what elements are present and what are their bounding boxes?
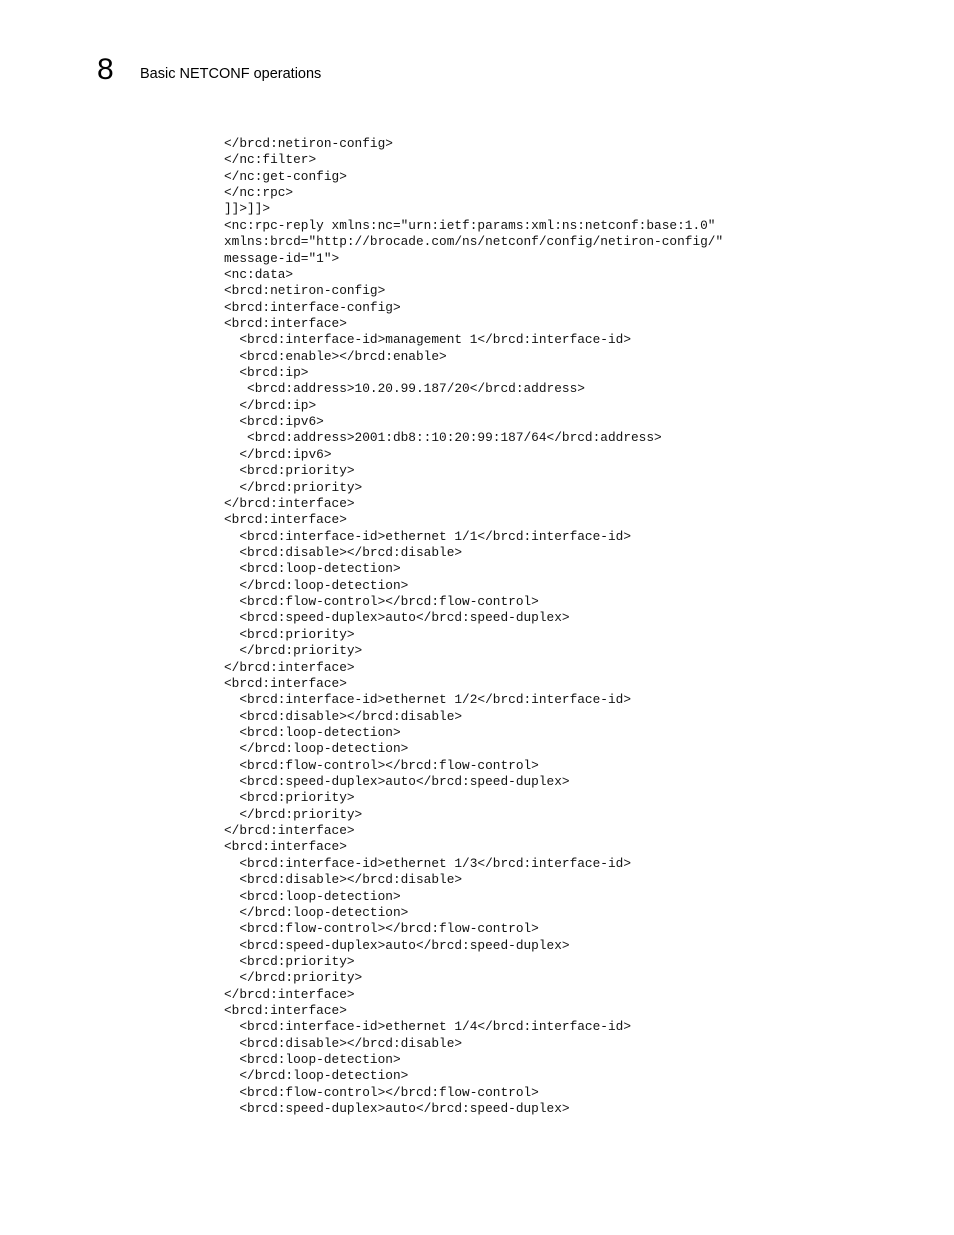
code-line: <brcd:interface-id>ethernet 1/2</brcd:interface-id> [224,692,632,708]
code-line: <brcd:interface> [224,315,347,331]
code-line: <brcd:ipv6> [224,414,324,430]
code-line: <brcd:disable></brcd:disable> [224,544,463,560]
code-line: </brcd:ipv6> [224,446,332,462]
code-line: </brcd:ip> [224,397,317,413]
code-line: message-id="1"> [224,250,340,266]
code-line: <brcd:loop-detection> [224,1052,401,1068]
code-line: <brcd:interface> [224,839,347,855]
code-line: <brcd:speed-duplex>auto</brcd:speed-duplex> [224,774,570,790]
code-line: </brcd:loop-detection> [224,1068,409,1084]
code-line: <brcd:flow-control></brcd:flow-control> [224,921,539,937]
code-line: <brcd:flow-control></brcd:flow-control> [224,757,539,773]
code-line: </brcd:netiron-config> [224,136,393,151]
code-line: <brcd:enable></brcd:enable> [224,348,447,364]
code-line: <brcd:disable></brcd:disable> [224,1035,463,1051]
chapter-title: Basic NETCONF operations [140,66,322,82]
code-line: </brcd:interface> [224,986,355,1002]
code-line: <brcd:disable></brcd:disable> [224,872,463,888]
code-line: xmlns:brcd="http://brocade.com/ns/netconf/config/netiron-config/" [224,234,724,250]
code-line: <brcd:flow-control></brcd:flow-control> [224,1084,539,1100]
code-line: <brcd:interface-id>ethernet 1/4</brcd:interface-id> [224,1019,632,1035]
code-line: <brcd:speed-duplex>auto</brcd:speed-duplex> [224,610,570,626]
code-line: <brcd:speed-duplex>auto</brcd:speed-duplex> [224,1101,570,1117]
chapter-number: 8 [97,53,114,86]
code-line: <brcd:loop-detection> [224,724,401,740]
code-line: </brcd:loop-detection> [224,577,409,593]
code-line: <brcd:interface-config> [224,299,401,315]
code-listing [224,136,723,1118]
code-line: <brcd:flow-control></brcd:flow-control> [224,594,539,610]
code-line: </nc:get-config> [224,168,347,184]
code-line: ]]>]]> [224,201,271,217]
code-line: </brcd:interface> [224,823,355,839]
code-line: <brcd:priority> [224,463,355,479]
code-line: <brcd:interface> [224,1003,347,1019]
code-line: <brcd:loop-detection> [224,888,401,904]
code-line: <brcd:netiron-config> [224,283,386,299]
code-line: </brcd:priority> [224,806,363,822]
code-line: </brcd:loop-detection> [224,904,409,920]
code-line: </brcd:interface> [224,659,355,675]
code-line: <nc:data> [224,266,294,282]
code-line: <brcd:interface> [224,675,347,691]
code-line: <brcd:priority> [224,790,355,806]
code-line: </nc:filter> [224,152,317,168]
code-line: <brcd:interface-id>management 1</brcd:interface-id> [224,332,632,348]
code-line: <brcd:ip> [224,365,309,381]
code-line: <brcd:address>2001:db8::10:20:99:187/64</brcd:address> [224,430,662,446]
code-line: <brcd:address>10.20.99.187/20</brcd:address> [224,381,585,397]
code-line: <brcd:speed-duplex>auto</brcd:speed-duplex> [224,937,570,953]
code-line: <brcd:priority> [224,953,355,969]
code-line: </brcd:priority> [224,479,363,495]
code-line: </brcd:priority> [224,643,363,659]
code-line: </brcd:loop-detection> [224,741,409,757]
code-line: <brcd:interface-id>ethernet 1/3</brcd:interface-id> [224,855,632,871]
code-line: <brcd:interface-id>ethernet 1/1</brcd:interface-id> [224,528,632,544]
code-line: </nc:rpc> [224,185,294,201]
code-line: </brcd:priority> [224,970,363,986]
code-line: <brcd:interface> [224,512,347,528]
code-line: <nc:rpc-reply xmlns:nc="urn:ietf:params:xml:ns:netconf:base:1.0" [224,217,716,233]
code-line: <brcd:disable></brcd:disable> [224,708,463,724]
code-line: </brcd:interface> [224,495,355,511]
code-line: <brcd:priority> [224,626,355,642]
code-line: <brcd:loop-detection> [224,561,401,577]
